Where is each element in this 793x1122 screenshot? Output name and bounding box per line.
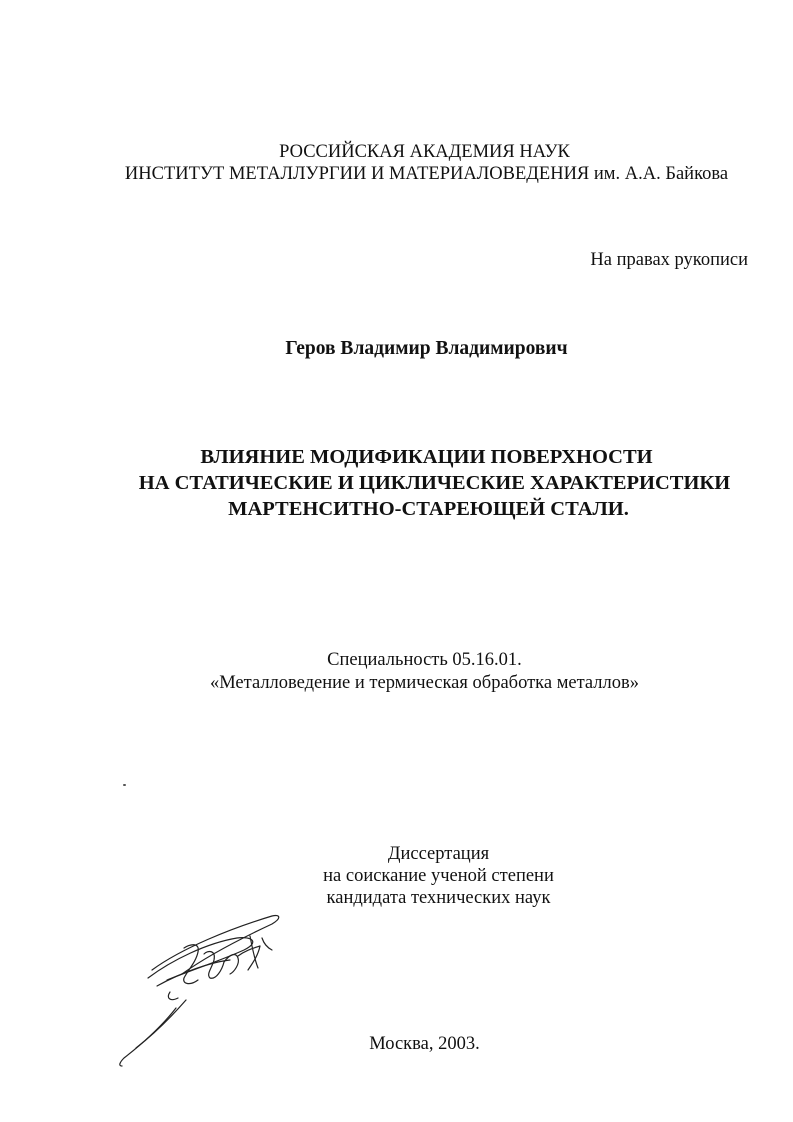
specialty-code: Специальность 05.16.01. [327,650,522,670]
dissertation-label: Диссертация [387,844,490,864]
manuscript-note: На правах рукописи [590,250,748,270]
specialty-name: «Металловедение и термическая обработка металлов» [209,673,640,693]
institute-name: ИНСТИТУТ МЕТАЛЛУРГИИ И МАТЕРИАЛОВЕДЕНИЯ им. А.А. Байкова [124,164,729,184]
place-and-year: Москва, 2003. [369,1034,480,1054]
scan-speck [123,784,126,786]
title-line-1: ВЛИЯНИЕ МОДИФИКАЦИИ ПОВЕРХНОСТИ [200,446,653,468]
dissertation-field-line: кандидата технических наук [326,888,551,908]
dissertation-degree-line: на соискание ученой степени [323,866,554,886]
title-line-2: НА СТАТИЧЕСКИЕ И ЦИКЛИЧЕСКИЕ ХАРАКТЕРИСТИКИ [138,472,731,494]
academy-name: РОССИЙСКАЯ АКАДЕМИЯ НАУК [279,142,570,162]
author-name: Геров Владимир Владимирович [285,338,568,359]
title-line-3: МАРТЕНСИТНО-СТАРЕЮЩЕЙ СТАЛИ. [228,498,629,520]
